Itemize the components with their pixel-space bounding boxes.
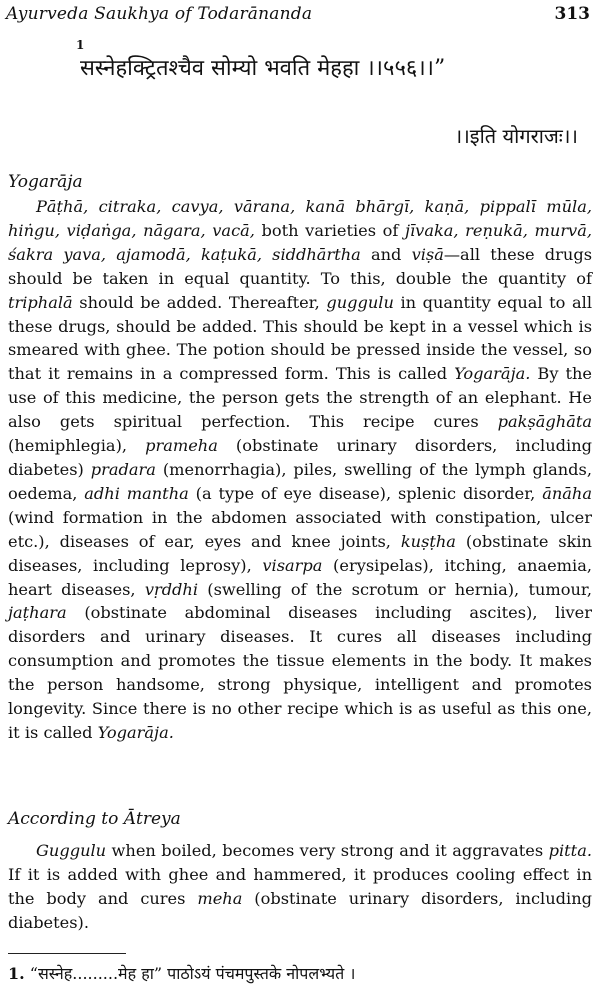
text-run: and (360, 244, 412, 264)
italic-term: pitta. (548, 841, 592, 860)
italic-term: prameha (145, 436, 218, 456)
text-run: should be added. Thereafter, (72, 292, 327, 312)
text-run: If it is added with ghee and hammered, it produces cooling effect in the body and cures (8, 864, 592, 908)
italic-term: pradara (90, 459, 156, 479)
sanskrit-verse (76, 38, 446, 82)
text-run: (a type of eye disease), splenic disorder, (188, 483, 543, 503)
page-number: 313 (554, 4, 590, 24)
italic-term: triphalā (8, 292, 73, 312)
footnote-number: 1. (8, 964, 25, 983)
text-run: when boiled, becomes very strong and it aggravates (106, 841, 549, 860)
text-run: (menorrhagia), piles, swelling of the lymph glands, oedema, (8, 459, 592, 503)
section-heading-yogaraja: Yogarāja (8, 172, 83, 192)
italic-term: vṛddhi (144, 579, 199, 599)
paragraph-yogaraja (8, 195, 592, 745)
paragraph-atreya (8, 839, 592, 935)
italic-term: Pāṭhā, citraka, cavya, vārana, kanā bhārgī, kaṇā, pippalī mūla, hiṅgu, viḍaṅga, nāgara, vacā, (8, 197, 592, 240)
italic-term: viṣā (411, 244, 444, 264)
running-title: Ayurveda Saukhya of Todarānanda (6, 4, 313, 24)
text-run: (obstinate urinary disorders, including diabetes) (8, 436, 592, 479)
italic-term: adhi mantha (84, 483, 189, 503)
text-run: (obstinate urinary disorders, including diabetes). (8, 888, 592, 932)
italic-term: pakṣāghāta (497, 412, 592, 432)
verse-text: सस्नेहक्ट्रितश्चैव सोम्यो भवति मेहहा ।।५५६।।” (80, 56, 446, 81)
text-run: (hemiphlegia), (8, 436, 146, 456)
italic-term: jīvaka, reṇukā, murvā, śakra yava, ajamodā, kaṭukā, siddhārtha (8, 220, 593, 264)
text-run: (wind formation in the abdomen associated with constipation, ulcer etc.), diseases of ear, eyes and knee joints, (8, 507, 592, 551)
italic-term: Yogarāja. (454, 364, 531, 384)
italic-term: Guggulu (36, 841, 107, 860)
italic-term: ānāha (542, 483, 592, 503)
text-run: —all these drugs should be taken in equal quantity. To this, double the quantity of (8, 244, 592, 288)
italic-term: kuṣṭha (400, 531, 456, 551)
text-run: (obstinate skin diseases, including leprosy), (8, 531, 592, 575)
text-run: both varieties of (254, 220, 405, 240)
italic-term: Yogarāja. (97, 722, 174, 742)
footnote (8, 962, 355, 984)
text-run: (swelling of the scrotum or hernia), tumour, (198, 579, 593, 599)
italic-term: jaṭhara (8, 603, 67, 623)
text-run: in quantity equal to all these drugs, should be added. This should be kept in a vessel which is smeared with ghee. The potion should be pressed inside the vessel, so that it remains in a compressed form. This is called (8, 292, 592, 384)
footnote-divider (8, 953, 126, 954)
text-run: (erysipelas), itching, anaemia, heart diseases, (8, 555, 593, 599)
italic-term: guggulu (326, 292, 394, 312)
colophon: ।।इति योगराजः।। (454, 124, 578, 148)
section-heading-atreya: According to Ātreya (8, 809, 181, 829)
text-run: (obstinate abdominal diseases including ascites), liver disorders and urinary diseases. It cures all diseases including consumption and promotes the tissue elements in the body. It makes the person handsome, strong physique, intelligent and promotes longevity. Since there is no other recipe which is as useful as this one, it is called (8, 603, 592, 742)
italic-term: meha (197, 888, 243, 908)
footnote-marker: 1 (76, 38, 85, 52)
text-run: By the use of this medicine, the person gets the strength of an elephant. He also gets spiritual perfection. This recipe cures (8, 364, 593, 432)
footnote-text: “सस्नेह.........मेह हा” पाठोऽयं पंचमपुस्तके नोपलभ्यते । (29, 964, 356, 983)
italic-term: visarpa (262, 555, 323, 575)
